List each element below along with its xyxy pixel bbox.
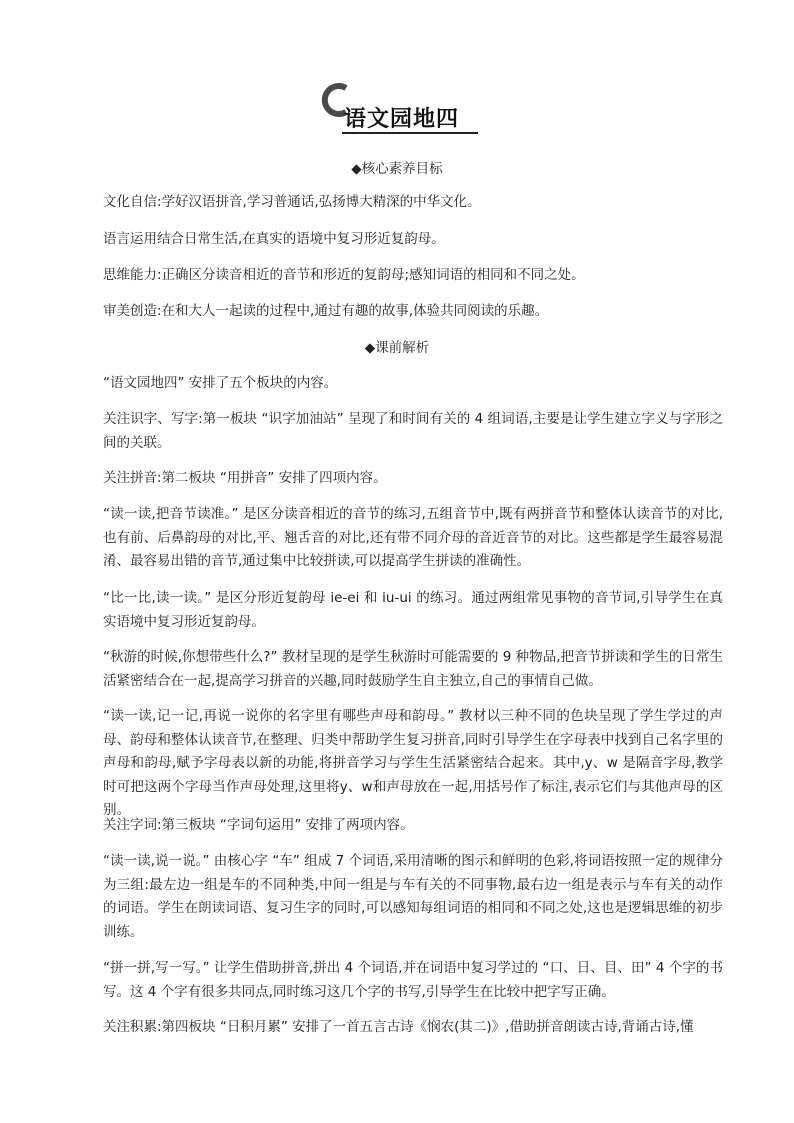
analysis-heading: ◆课前解析 [364, 340, 430, 356]
analysis-paragraph: “读一读,说一说。” 由核心字 “车” 组成 7 个词语,采用清晰的图示和鲜明的色彩,将词语按照一定的规律分为三组:最左边一组是车的不同种类,中间一组是与车有关的不同事物,最右边一组是表示与车有关的动作的词语。学生在朗读词语、复习生字的同时,可以感知每组词语的相同和不同之处,这也是逻辑思维的初步训练。 [103, 853, 723, 940]
title-block [316, 80, 478, 136]
analysis-paragraph: 关注字词:第三板块 “字词句运用” 安排了两项内容。 [103, 817, 414, 833]
analysis-paragraph: 关注积累:第四板块 “日积月累” 安排了一首五言古诗《悯农(其二)》,借助拼音朗读古诗,背诵古诗,懂 [103, 1019, 694, 1035]
title-underline [342, 132, 478, 134]
analysis-paragraph: “读一读,记一记,再说一说你的名字里有哪些声母和韵母。” 教材以三种不同的色块呈现了学生学过的声母、韵母和整体认读音节,在整理、归类中帮助学生复习拼音,同时引导学生在字母表中找到自己名字里的声母和韵母,赋予字母表以新的功能,将拼音学习与学生生活紧密结合起来。其中,y、w 是隔音字母,教学时可把这两个字母当作声母处理,这里将y、w和声母放在一起,用括号作了标注,表示它们与其他声母的区别。 [103, 708, 723, 818]
analysis-paragraph: “秋游的时候,你想带些什么?” 教材呈现的是学生秋游时可能需要的 9 种物品,把音节拼读和学生的日常生活紧密结合在一起,提高学习拼音的兴趣,同时鼓励学生自主独立,自己的事情自己做。 [103, 649, 723, 689]
analysis-paragraph: “比一比,读一读。” 是区分形近复韵母 ie-ei 和 iu-ui 的练习。通过两组常见事物的音节词,引导学生在真实语境中复习形近复韵母。 [103, 590, 723, 630]
analysis-paragraph: “拼一拼,写一写。” 让学生借助拼音,拼出 4 个词语,并在词语中复习学过的 “口、日、目、田” 4 个字的书写。这 4 个字有很多共同点,同时练习这几个字的书写,引导学生在比较中把字写正确。 [103, 960, 723, 1000]
goal-paragraph: 文化自信:学好汉语拼音,学习普通话,弘扬博大精深的中华文化。 [103, 194, 481, 210]
goals-heading: ◆核心素养目标 [351, 161, 443, 177]
analysis-paragraph: 关注识字、写字:第一板块 “识字加油站” 呈现了和时间有关的 4 组词语,主要是让学生建立字义与字形之间的关联。 [103, 411, 723, 451]
goal-paragraph: 审美创造:在和大人一起读的过程中,通过有趣的故事,体验共同阅读的乐趣。 [103, 303, 549, 319]
analysis-paragraph: 关注拼音:第二板块 “用拼音” 安排了四项内容。 [103, 470, 387, 486]
goal-paragraph: 思维能力:正确区分读音相近的音节和形近的复韵母;感知词语的相同和不同之处。 [103, 267, 585, 283]
page-title: 语文园地四 [344, 107, 460, 132]
analysis-paragraph: “读一读,把音节读准。” 是区分读音相近的音节的练习,五组音节中,既有两拼音节和整体认读音节的对比,也有前、后鼻韵母的对比,平、翘舌音的对比,还有带不同介母的音近音节的对比。这些都是学生最容易混淆、最容易出错的音节,通过集中比较拼读,可以提高学生拼读的准确性。 [103, 506, 723, 569]
analysis-paragraph: “语文园地四” 安排了五个板块的内容。 [103, 375, 338, 391]
goal-paragraph: 语言运用结合日常生活,在真实的语境中复习形近复韵母。 [103, 231, 445, 247]
